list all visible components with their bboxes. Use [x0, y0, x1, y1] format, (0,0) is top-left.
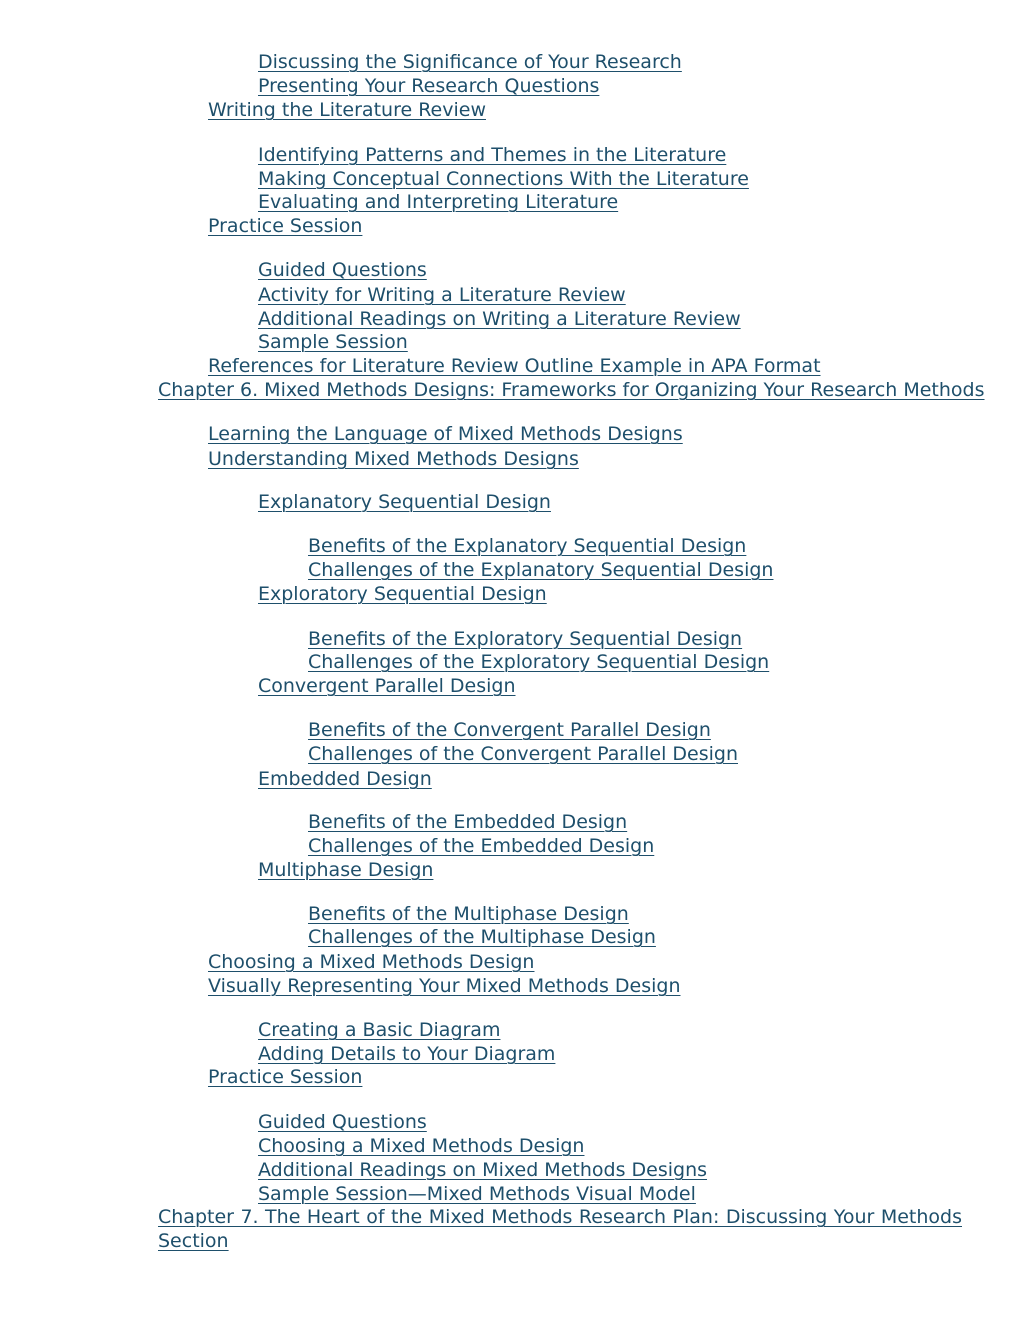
toc-subsubsection-link[interactable]: Challenges of the Exploratory Sequential Design: [308, 651, 770, 673]
toc-section-link[interactable]: Practice Session: [208, 215, 363, 237]
toc-subsection-link[interactable]: Adding Details to Your Diagram: [258, 1043, 556, 1065]
toc-subsubsection-link[interactable]: Challenges of the Embedded Design: [308, 835, 655, 857]
toc-subsection-link[interactable]: Multiphase Design: [258, 859, 434, 881]
toc-subsection-link[interactable]: Guided Questions: [258, 1111, 427, 1133]
toc-section-link[interactable]: Practice Session: [208, 1066, 363, 1088]
toc-subsection-link[interactable]: Convergent Parallel Design: [258, 675, 516, 697]
toc-subsubsection-link[interactable]: Challenges of the Explanatory Sequential Design: [308, 559, 774, 581]
toc-subsection-link[interactable]: Activity for Writing a Literature Review: [258, 284, 626, 306]
toc-section-link[interactable]: Choosing a Mixed Methods Design: [208, 951, 535, 973]
toc-subsection-link[interactable]: Discussing the Significance of Your Research: [258, 51, 682, 73]
toc-subsubsection-link[interactable]: Challenges of the Multiphase Design: [308, 926, 656, 948]
toc-subsubsection-link[interactable]: Benefits of the Multiphase Design: [308, 903, 629, 925]
toc-subsubsection-link[interactable]: Benefits of the Embedded Design: [308, 811, 628, 833]
toc-subsubsection-link[interactable]: Challenges of the Convergent Parallel Design: [308, 743, 738, 765]
toc-subsection-link[interactable]: Presenting Your Research Questions: [258, 75, 600, 97]
toc-subsection-link[interactable]: Sample Session—Mixed Methods Visual Model: [258, 1183, 696, 1205]
toc-subsection-link[interactable]: Additional Readings on Mixed Methods Designs: [258, 1159, 708, 1181]
toc-subsection-link[interactable]: Guided Questions: [258, 259, 427, 281]
toc-subsection-link[interactable]: Explanatory Sequential Design: [258, 491, 551, 513]
toc-section-link[interactable]: Writing the Literature Review: [208, 99, 486, 121]
toc-subsection-link[interactable]: Evaluating and Interpreting Literature: [258, 191, 619, 213]
toc-section-link[interactable]: Visually Representing Your Mixed Methods Design: [208, 975, 681, 997]
toc-subsection-link[interactable]: Exploratory Sequential Design: [258, 583, 547, 605]
toc-subsection-link[interactable]: Creating a Basic Diagram: [258, 1019, 501, 1041]
toc-subsection-link[interactable]: Additional Readings on Writing a Literature Review: [258, 308, 741, 330]
toc-subsection-link[interactable]: Embedded Design: [258, 768, 432, 790]
toc-subsubsection-link[interactable]: Benefits of the Exploratory Sequential Design: [308, 628, 743, 650]
toc-chapter-link[interactable]: Chapter 7. The Heart of the Mixed Methods Research Plan: Discussing Your Methods Section: [158, 1206, 962, 1252]
toc-subsection-link[interactable]: Identifying Patterns and Themes in the Literature: [258, 144, 727, 166]
toc-subsection-link[interactable]: Choosing a Mixed Methods Design: [258, 1135, 585, 1157]
toc-section-link[interactable]: Understanding Mixed Methods Designs: [208, 448, 579, 470]
toc-subsection-link[interactable]: Sample Session: [258, 331, 408, 353]
toc-section-link[interactable]: Learning the Language of Mixed Methods Designs: [208, 423, 683, 445]
toc-subsubsection-link[interactable]: Benefits of the Convergent Parallel Design: [308, 719, 711, 741]
toc-subsubsection-link[interactable]: Benefits of the Explanatory Sequential Design: [308, 535, 747, 557]
toc-subsection-link[interactable]: Making Conceptual Connections With the Literature: [258, 168, 749, 190]
toc-section-link[interactable]: References for Literature Review Outline Example in APA Format: [208, 355, 821, 377]
toc-chapter-link[interactable]: Chapter 6. Mixed Methods Designs: Frameworks for Organizing Your Research Methods: [158, 379, 985, 401]
